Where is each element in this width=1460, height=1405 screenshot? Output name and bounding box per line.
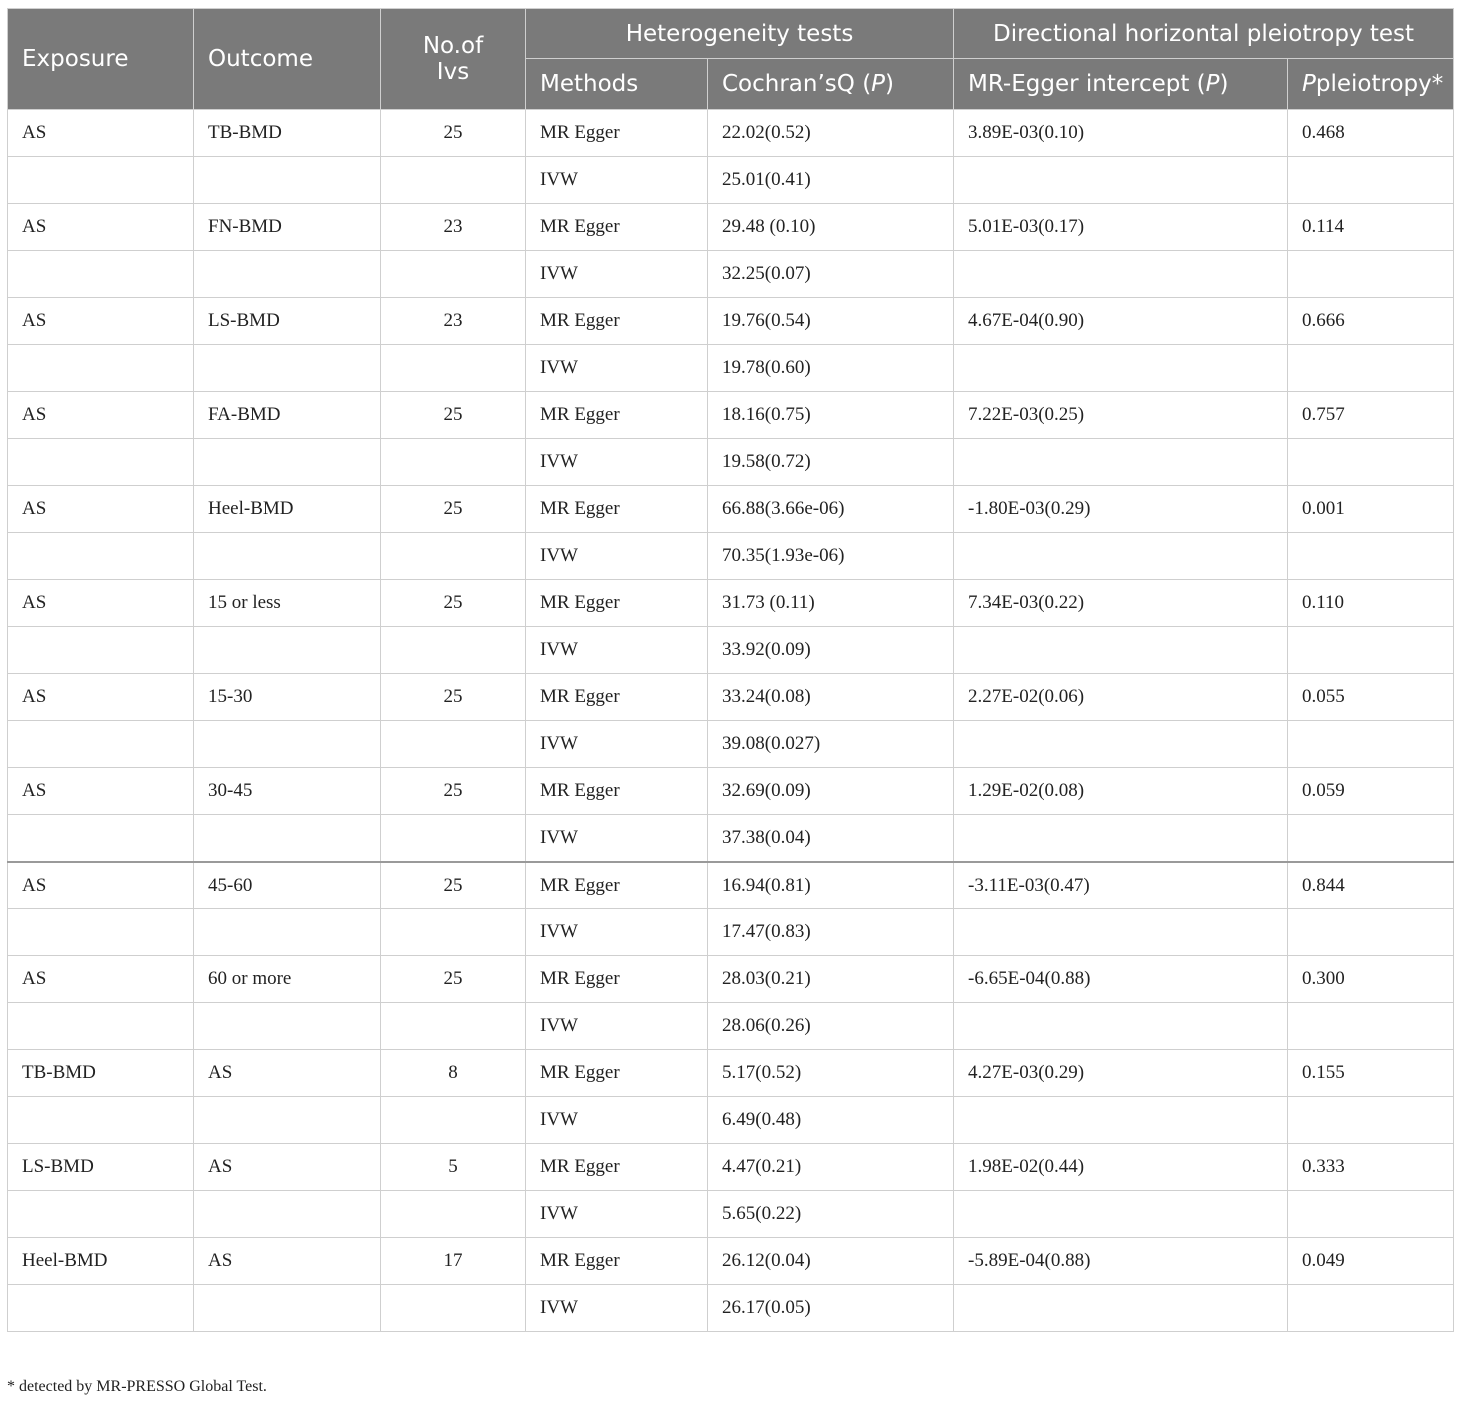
cell-egger-intercept-empty <box>954 533 1288 580</box>
cell-outcome: 60 or more <box>194 956 381 1003</box>
cell-cochran-q: 31.73 (0.11) <box>708 580 954 627</box>
cell-outcome-empty <box>194 157 381 204</box>
table-row <box>8 533 1454 580</box>
cell-cochran-q: 70.35(1.93e-06) <box>708 533 954 580</box>
table-row <box>8 392 1454 439</box>
table-row <box>8 956 1454 1003</box>
cell-cochran-q: 28.06(0.26) <box>708 1003 954 1050</box>
cell-cochran-q: 32.69(0.09) <box>708 768 954 815</box>
cell-egger-intercept: 5.01E-03(0.17) <box>954 204 1288 251</box>
table-header <box>8 9 1454 110</box>
cell-cochran-q: 33.24(0.08) <box>708 674 954 721</box>
cell-ppleiotropy: 0.049 <box>1288 1238 1454 1285</box>
cell-exposure-empty <box>8 721 194 768</box>
cell-method: IVW <box>526 157 708 204</box>
cell-no-ivs: 23 <box>381 298 526 345</box>
table-row <box>8 1003 1454 1050</box>
table-row <box>8 110 1454 157</box>
cell-exposure-empty <box>8 909 194 956</box>
cell-exposure: Heel-BMD <box>8 1238 194 1285</box>
cell-exposure: AS <box>8 486 194 533</box>
cell-egger-intercept-empty <box>954 1285 1288 1332</box>
cell-outcome: AS <box>194 1144 381 1191</box>
cell-exposure-empty <box>8 533 194 580</box>
cell-method: MR Egger <box>526 1050 708 1097</box>
cell-outcome: AS <box>194 1050 381 1097</box>
cell-outcome-empty <box>194 909 381 956</box>
cell-cochran-q: 18.16(0.75) <box>708 392 954 439</box>
cell-method: MR Egger <box>526 110 708 157</box>
cell-egger-intercept-empty <box>954 627 1288 674</box>
cell-egger-intercept-empty <box>954 345 1288 392</box>
cell-exposure-empty <box>8 251 194 298</box>
cell-no-ivs: 25 <box>381 486 526 533</box>
cell-outcome-empty <box>194 721 381 768</box>
cell-exposure-empty <box>8 815 194 862</box>
cell-no-ivs: 5 <box>381 1144 526 1191</box>
cell-cochran-q: 26.12(0.04) <box>708 1238 954 1285</box>
header-methods: Methods <box>526 59 708 110</box>
table-row <box>8 674 1454 721</box>
cell-ppleiotropy-empty <box>1288 1285 1454 1332</box>
cell-exposure-empty <box>8 1285 194 1332</box>
cell-ppleiotropy: 0.666 <box>1288 298 1454 345</box>
cell-no-ivs: 25 <box>381 956 526 1003</box>
cell-method: MR Egger <box>526 674 708 721</box>
cell-cochran-q: 37.38(0.04) <box>708 815 954 862</box>
header-egger-intercept: MR-Egger intercept (P) <box>954 59 1288 110</box>
cell-cochran-q: 19.76(0.54) <box>708 298 954 345</box>
header-no-ivs-line2: Ivs <box>436 59 470 85</box>
cell-method: MR Egger <box>526 956 708 1003</box>
header-no-ivs-line1: No.of <box>422 33 484 59</box>
cell-egger-intercept: 3.89E-03(0.10) <box>954 110 1288 157</box>
cell-method: IVW <box>526 909 708 956</box>
cell-egger-intercept-empty <box>954 439 1288 486</box>
cell-egger-intercept: 7.22E-03(0.25) <box>954 392 1288 439</box>
table-row <box>8 1050 1454 1097</box>
cell-no-ivs-empty <box>381 1097 526 1144</box>
header-cochran-q: Cochran’sQ (P) <box>708 59 954 110</box>
cell-cochran-q: 17.47(0.83) <box>708 909 954 956</box>
cell-no-ivs-empty <box>381 533 526 580</box>
cell-outcome: AS <box>194 1238 381 1285</box>
cell-no-ivs-empty <box>381 251 526 298</box>
cell-outcome-empty <box>194 1097 381 1144</box>
cell-egger-intercept-empty <box>954 157 1288 204</box>
table-row <box>8 862 1454 909</box>
cell-egger-intercept-empty <box>954 721 1288 768</box>
cell-egger-intercept: -3.11E-03(0.47) <box>954 862 1288 909</box>
table-row <box>8 815 1454 862</box>
cell-exposure-empty <box>8 1003 194 1050</box>
cell-exposure-empty <box>8 1191 194 1238</box>
cell-method: IVW <box>526 721 708 768</box>
cell-exposure: AS <box>8 392 194 439</box>
cell-method: IVW <box>526 533 708 580</box>
table-row <box>8 204 1454 251</box>
cell-method: IVW <box>526 1191 708 1238</box>
cell-outcome: 15-30 <box>194 674 381 721</box>
cell-egger-intercept: 1.98E-02(0.44) <box>954 1144 1288 1191</box>
cell-exposure: LS-BMD <box>8 1144 194 1191</box>
cell-outcome-empty <box>194 345 381 392</box>
cell-no-ivs: 25 <box>381 580 526 627</box>
cell-cochran-q: 29.48 (0.10) <box>708 204 954 251</box>
cell-no-ivs: 25 <box>381 862 526 909</box>
cell-no-ivs-empty <box>381 627 526 674</box>
table-row <box>8 345 1454 392</box>
cell-outcome-empty <box>194 439 381 486</box>
cell-outcome-empty <box>194 1003 381 1050</box>
cell-ppleiotropy-empty <box>1288 815 1454 862</box>
cell-egger-intercept-empty <box>954 1097 1288 1144</box>
cell-ppleiotropy-empty <box>1288 345 1454 392</box>
cell-ppleiotropy-empty <box>1288 627 1454 674</box>
cell-egger-intercept: 4.67E-04(0.90) <box>954 298 1288 345</box>
cell-ppleiotropy-empty <box>1288 1003 1454 1050</box>
cell-ppleiotropy: 0.059 <box>1288 768 1454 815</box>
table-row <box>8 1097 1454 1144</box>
cell-ppleiotropy-empty <box>1288 439 1454 486</box>
cell-method: IVW <box>526 627 708 674</box>
cell-exposure-empty <box>8 439 194 486</box>
cell-egger-intercept: 1.29E-02(0.08) <box>954 768 1288 815</box>
cell-exposure-empty <box>8 345 194 392</box>
cell-cochran-q: 28.03(0.21) <box>708 956 954 1003</box>
cell-exposure: AS <box>8 204 194 251</box>
cell-ppleiotropy: 0.110 <box>1288 580 1454 627</box>
cell-outcome: FN-BMD <box>194 204 381 251</box>
cell-exposure: AS <box>8 862 194 909</box>
table-body <box>8 110 1454 1332</box>
cell-ppleiotropy: 0.055 <box>1288 674 1454 721</box>
cell-cochran-q: 19.58(0.72) <box>708 439 954 486</box>
header-outcome: Outcome <box>194 9 381 110</box>
cell-exposure: AS <box>8 768 194 815</box>
cell-cochran-q: 39.08(0.027) <box>708 721 954 768</box>
cell-outcome: LS-BMD <box>194 298 381 345</box>
cell-method: IVW <box>526 251 708 298</box>
cell-egger-intercept-empty <box>954 815 1288 862</box>
cell-ppleiotropy-empty <box>1288 721 1454 768</box>
cell-exposure-empty <box>8 1097 194 1144</box>
cell-method: IVW <box>526 815 708 862</box>
cell-exposure-empty <box>8 157 194 204</box>
cell-cochran-q: 5.65(0.22) <box>708 1191 954 1238</box>
cell-method: MR Egger <box>526 768 708 815</box>
cell-outcome: TB-BMD <box>194 110 381 157</box>
cell-method: MR Egger <box>526 862 708 909</box>
cell-ppleiotropy: 0.001 <box>1288 486 1454 533</box>
cell-ppleiotropy-empty <box>1288 157 1454 204</box>
cell-ppleiotropy: 0.844 <box>1288 862 1454 909</box>
cell-exposure: AS <box>8 956 194 1003</box>
cell-exposure: AS <box>8 674 194 721</box>
cell-outcome-empty <box>194 815 381 862</box>
table-row <box>8 909 1454 956</box>
cell-egger-intercept: -1.80E-03(0.29) <box>954 486 1288 533</box>
cell-no-ivs-empty <box>381 721 526 768</box>
cell-outcome: 30-45 <box>194 768 381 815</box>
cell-outcome-empty <box>194 1191 381 1238</box>
cell-no-ivs-empty <box>381 1285 526 1332</box>
cell-exposure: AS <box>8 110 194 157</box>
cell-method: MR Egger <box>526 298 708 345</box>
table-row <box>8 1285 1454 1332</box>
table-row <box>8 768 1454 815</box>
cell-cochran-q: 6.49(0.48) <box>708 1097 954 1144</box>
header-pleiotropy-group: Directional horizontal pleiotropy test <box>954 9 1454 59</box>
cell-no-ivs-empty <box>381 909 526 956</box>
cell-cochran-q: 66.88(3.66e-06) <box>708 486 954 533</box>
cell-method: IVW <box>526 1285 708 1332</box>
cell-egger-intercept: -6.65E-04(0.88) <box>954 956 1288 1003</box>
table-row <box>8 1191 1454 1238</box>
cell-no-ivs-empty <box>381 815 526 862</box>
cell-cochran-q: 22.02(0.52) <box>708 110 954 157</box>
cell-ppleiotropy-empty <box>1288 909 1454 956</box>
cell-method: MR Egger <box>526 486 708 533</box>
cell-method: MR Egger <box>526 1144 708 1191</box>
table-row <box>8 1144 1454 1191</box>
cell-method: IVW <box>526 439 708 486</box>
cell-ppleiotropy: 0.155 <box>1288 1050 1454 1097</box>
cell-ppleiotropy-empty <box>1288 533 1454 580</box>
cell-ppleiotropy: 0.468 <box>1288 110 1454 157</box>
table-row <box>8 157 1454 204</box>
cell-outcome-empty <box>194 627 381 674</box>
cell-egger-intercept-empty <box>954 251 1288 298</box>
cell-no-ivs-empty <box>381 345 526 392</box>
cell-outcome-empty <box>194 1285 381 1332</box>
cell-exposure: TB-BMD <box>8 1050 194 1097</box>
cell-outcome: Heel-BMD <box>194 486 381 533</box>
cell-method: IVW <box>526 1097 708 1144</box>
cell-cochran-q: 4.47(0.21) <box>708 1144 954 1191</box>
cell-egger-intercept-empty <box>954 909 1288 956</box>
cell-egger-intercept: 7.34E-03(0.22) <box>954 580 1288 627</box>
results-table-container <box>7 8 1453 1332</box>
cell-no-ivs-empty <box>381 1191 526 1238</box>
cell-method: MR Egger <box>526 1238 708 1285</box>
cell-cochran-q: 16.94(0.81) <box>708 862 954 909</box>
cell-ppleiotropy: 0.300 <box>1288 956 1454 1003</box>
cell-method: MR Egger <box>526 580 708 627</box>
cell-outcome: 45-60 <box>194 862 381 909</box>
cell-ppleiotropy: 0.333 <box>1288 1144 1454 1191</box>
cell-ppleiotropy-empty <box>1288 1191 1454 1238</box>
cell-egger-intercept: 4.27E-03(0.29) <box>954 1050 1288 1097</box>
cell-ppleiotropy-empty <box>1288 1097 1454 1144</box>
cell-ppleiotropy-empty <box>1288 251 1454 298</box>
cell-outcome-empty <box>194 533 381 580</box>
cell-method: MR Egger <box>526 204 708 251</box>
cell-outcome: 15 or less <box>194 580 381 627</box>
cell-no-ivs: 25 <box>381 768 526 815</box>
cell-no-ivs-empty <box>381 1003 526 1050</box>
cell-cochran-q: 26.17(0.05) <box>708 1285 954 1332</box>
cell-egger-intercept-empty <box>954 1191 1288 1238</box>
cell-outcome-empty <box>194 251 381 298</box>
cell-cochran-q: 33.92(0.09) <box>708 627 954 674</box>
cell-method: IVW <box>526 1003 708 1050</box>
table-row <box>8 439 1454 486</box>
cell-cochran-q: 5.17(0.52) <box>708 1050 954 1097</box>
cell-no-ivs: 25 <box>381 392 526 439</box>
cell-cochran-q: 25.01(0.41) <box>708 157 954 204</box>
heterogeneity-pleiotropy-table <box>7 8 1454 1332</box>
table-row <box>8 580 1454 627</box>
cell-exposure: AS <box>8 580 194 627</box>
cell-exposure-empty <box>8 627 194 674</box>
cell-method: MR Egger <box>526 392 708 439</box>
cell-exposure: AS <box>8 298 194 345</box>
cell-no-ivs-empty <box>381 439 526 486</box>
cell-no-ivs: 25 <box>381 674 526 721</box>
cell-no-ivs-empty <box>381 157 526 204</box>
cell-ppleiotropy: 0.114 <box>1288 204 1454 251</box>
header-exposure: Exposure <box>8 9 194 110</box>
header-ppleiotropy: Ppleiotropy* <box>1288 59 1454 110</box>
cell-outcome: FA-BMD <box>194 392 381 439</box>
cell-egger-intercept: 2.27E-02(0.06) <box>954 674 1288 721</box>
table-footnote: * detected by MR-PRESSO Global Test. <box>7 1378 267 1395</box>
cell-method: IVW <box>526 345 708 392</box>
cell-no-ivs: 23 <box>381 204 526 251</box>
header-no-ivs <box>381 9 526 110</box>
table-row <box>8 298 1454 345</box>
table-row <box>8 627 1454 674</box>
table-row <box>8 1238 1454 1285</box>
cell-cochran-q: 32.25(0.07) <box>708 251 954 298</box>
cell-no-ivs: 17 <box>381 1238 526 1285</box>
table-row <box>8 251 1454 298</box>
table-row <box>8 486 1454 533</box>
header-heterogeneity-group: Heterogeneity tests <box>526 9 954 59</box>
cell-ppleiotropy: 0.757 <box>1288 392 1454 439</box>
cell-cochran-q: 19.78(0.60) <box>708 345 954 392</box>
cell-egger-intercept-empty <box>954 1003 1288 1050</box>
cell-egger-intercept: -5.89E-04(0.88) <box>954 1238 1288 1285</box>
cell-no-ivs: 8 <box>381 1050 526 1097</box>
table-row <box>8 721 1454 768</box>
cell-no-ivs: 25 <box>381 110 526 157</box>
